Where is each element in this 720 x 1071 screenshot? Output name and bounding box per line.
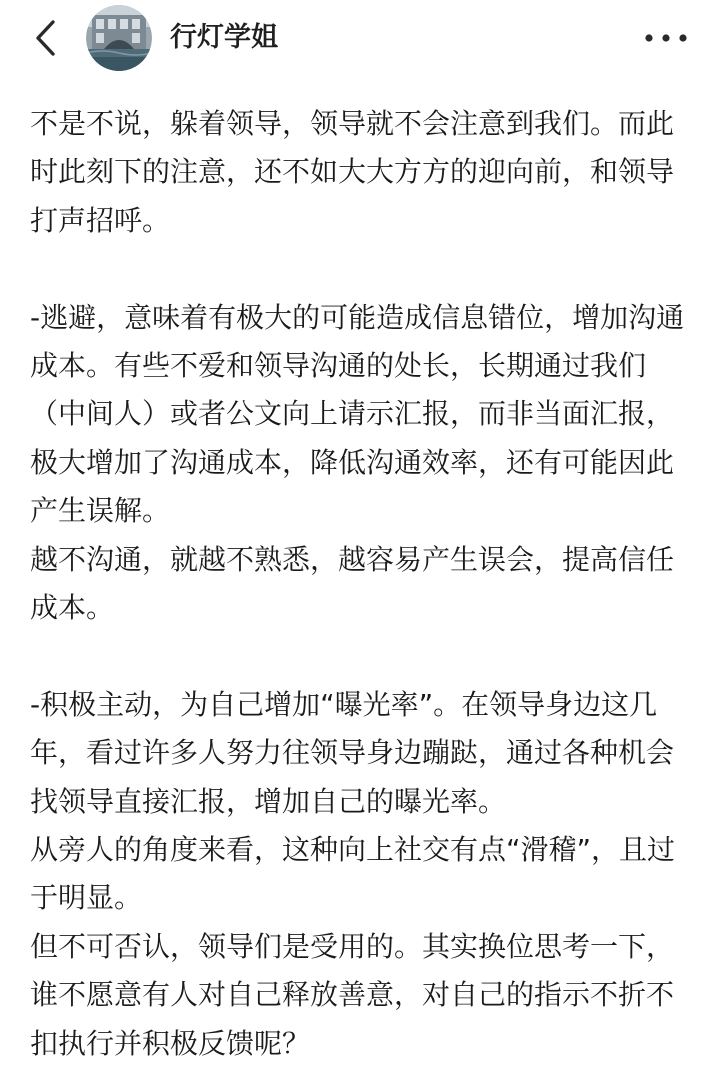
paragraph-spacer [30,245,692,293]
paragraph: 从旁人的角度来看，这种向上社交有点“滑稽”，且过于明显。 [30,833,676,915]
paragraph: -积极主动，为自己增加“曝光率”。在领导身边这几年，看过许多人努力往领导身边蹦跶，通过各种机会找领导直接汇报，增加自己的曝光率。 [30,687,675,818]
paragraph: 越不沟通，就越不熟悉，越容易产生误会，提高信任成本。 [30,542,675,625]
chevron-left-icon [33,18,59,58]
post-header [0,0,720,76]
post-body [30,100,692,1068]
author-avatar[interactable] [86,5,152,71]
paragraph: -逃避，意味着有极大的可能造成信息错位，增加沟通成本。有些不爱和领导沟通的处长，长期通过我们（中间人）或者公文向上请示汇报，而非当面汇报，极大增加了沟通成本，降低沟通效率，还有可能因此产生误解。 [30,300,685,528]
paragraph: 但不可否认，领导们是受用的。其实换位思考一下，谁不愿意有人对自己释放善意，对自己的指示不折不扣执行并积极反馈呢？ [30,929,675,1060]
back-button[interactable] [24,14,68,62]
more-dots-icon [644,33,688,43]
more-options-button[interactable] [636,20,696,56]
avatar-image [86,5,152,71]
author-name[interactable]: 行灯学姐 [170,22,278,53]
paragraph: 不是不说，躲着领导，领导就不会注意到我们。而此时此刻下的注意，还不如大大方方的迎向前，和领导打声招呼。 [30,107,675,237]
paragraph-spacer [30,632,692,680]
